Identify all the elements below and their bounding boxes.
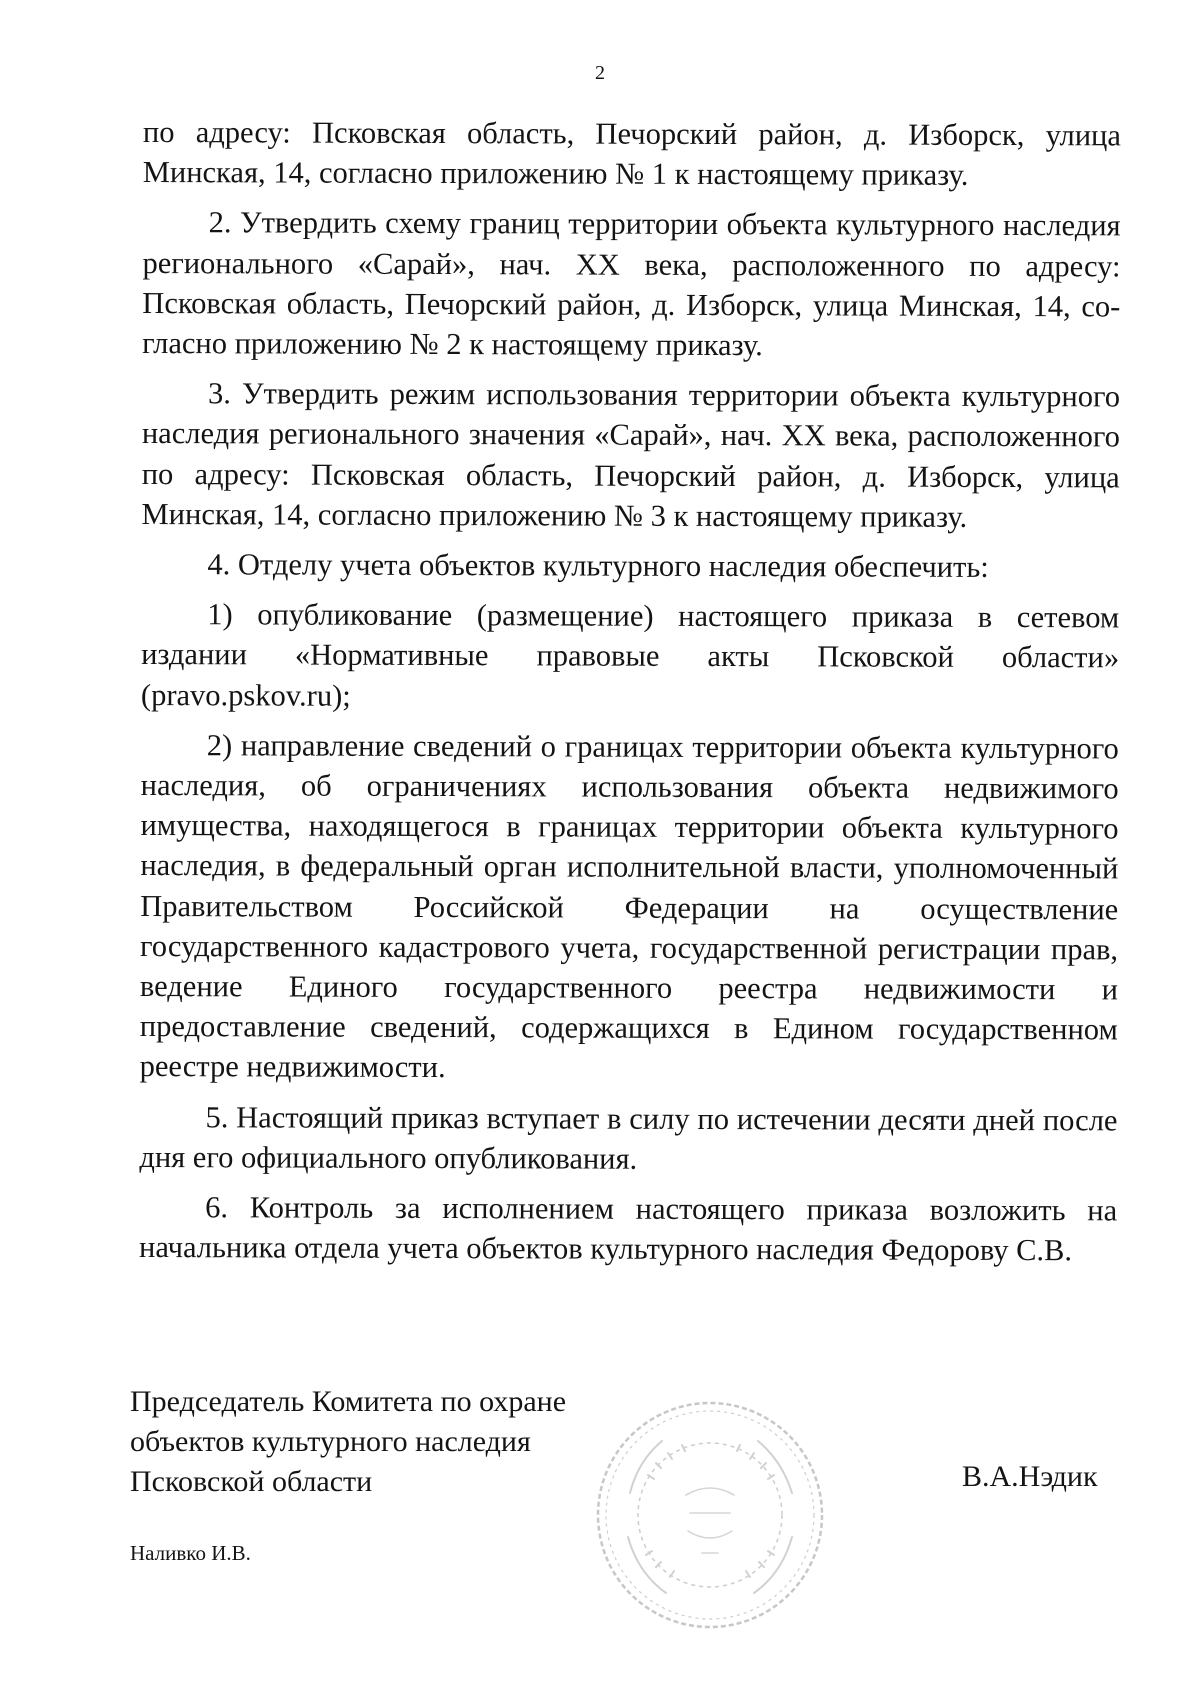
paragraph-4-1-publication: 1) опубликование (размещение) настоящего приказа в сетевом издании «Нормативные правовые акты Псковской области» (pravo.pskov.ru); <box>140 597 1120 713</box>
signatory-name: В.А.Нэдик <box>962 1460 1098 1493</box>
order-body <box>139 112 1121 1271</box>
paragraph-1-address-continuation: по адресу: Псковская область, Печорский район, д. Изборск, улица Минская, 14, согласно приложению № 1 к настоящему приказу. <box>142 114 1121 193</box>
executor-name: Наливко И.В. <box>130 1541 251 1565</box>
page-number: 2 <box>595 62 605 84</box>
paragraph-4-2-information-transfer: 2) направление сведений о границах территории объекта культурного наследия, об ограничениях использования объекта недвижимого имущества, находящегося в границах территории объекта культурного наследия, в федеральный орган исполнительной власти, уполномоченный Правительством Российской Федерации на осуществление государственного кадастрового учета, государственной регистрации прав, ведение Единого государственного реестра недвижимости и предоставление сведений, содержащихся в Едином государственном реестре недвижимости. <box>139 728 1119 1085</box>
signatory-title-line-2: объектов культурного наследия <box>130 1425 531 1458</box>
round-seal-stamp-icon <box>590 1395 830 1635</box>
paragraph-6-control: 6. Контроль за исполнением настоящего приказа возложить на начальника отдела учета объектов культурного наследия Федорову С.В. <box>138 1190 1118 1268</box>
signatory-title-line-1: Председатель Комитета по охране <box>130 1385 567 1418</box>
paragraph-4-department-duty: 4. Отделу учета объектов культурного наследия обеспечить: <box>207 547 989 584</box>
paragraph-3-usage-regime: 3. Утвердить режим использования территории объекта культурного наследия регионального значения «Сарай», нач. XX века, расположенного по адресу: Псковская область, Печорский район, д. Изборск, улица Минская, 14, согласно приложению № 3 к настоящему приказу. <box>141 376 1121 534</box>
paragraph-5-entry-into-force: 5. Настоящий приказ вступает в силу по истечении десяти дней после дня его официального опубликования. <box>139 1099 1118 1176</box>
signatory-title <box>130 1382 566 1502</box>
paragraph-2-boundary-scheme: 2. Утвердить схему границ территории объекта культурного наследия регионального «Сарай», нач. XX века, расположенного по адресу: Псковская область, Печорский район, д. Изборск, улица Минская, 14, согласно приложению № 2 к настоящему приказу. <box>142 205 1121 363</box>
signatory-title-line-3: Псковской области <box>130 1465 373 1498</box>
